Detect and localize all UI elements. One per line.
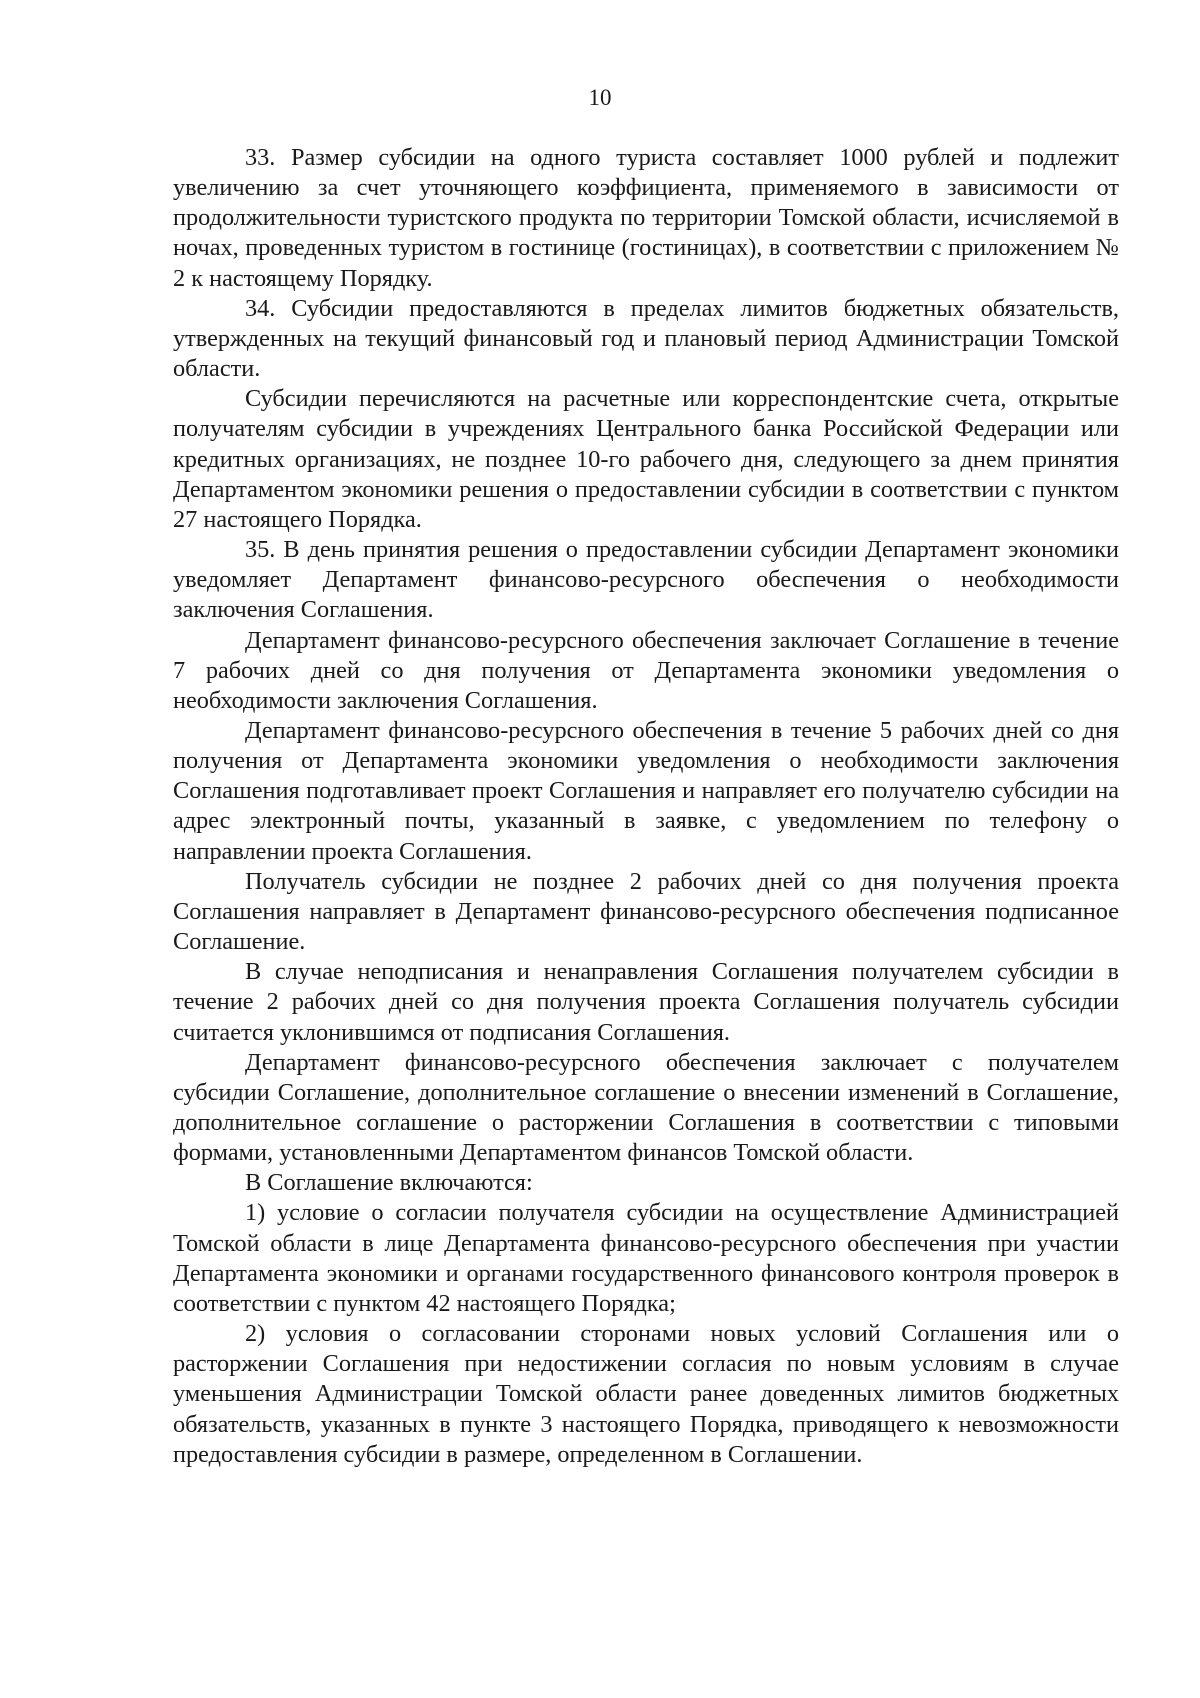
paragraph-agreement-includes: В Соглашение включаются: bbox=[245, 1169, 533, 1197]
paragraph-agreement-draft: Департамент финансово-ресурсного обеспечения в течение 5 рабочих дней со дня получения от Департамента экономики уведомления о необходимости заключения Соглашения подготавливает проект Соглашения и направляет его получателю субсидии на адрес электронный почты, указанный в заявке, с уведомлением по телефону о направлении проекта Соглашения. bbox=[173, 716, 1119, 865]
paragraph-transfer-accounts: Субсидии перечисляются на расчетные или корреспондентские счета, открытые получателям субсидии в учреждениях Центрального банка Российской Федерации или кредитных организациях, не позднее 10-го рабочего дня, следующего за днем принятия Департаментом экономики решения о предоставлении субсидии в соответствии с пунктом 27 настоящего Порядка. bbox=[173, 385, 1119, 533]
paragraph-34-budget-limits: 34. Субсидии предоставляются в пределах лимитов бюджетных обязательств, утвержденных на текущий финансовый год и плановый период Администрации Томской области. bbox=[173, 294, 1119, 383]
page-number: 10 bbox=[588, 85, 612, 110]
paragraph-agreement-conclusion: Департамент финансово-ресурсного обеспечения заключает Соглашение в течение 7 рабочих дней со дня получения от Департамента экономики уведомления о необходимости заключения Соглашения. bbox=[173, 626, 1119, 714]
paragraph-signed-agreement: Получатель субсидии не позднее 2 рабочих дней со дня получения проекта Соглашения направляет в Департамент финансово-ресурсного обеспечения подписанное Соглашение. bbox=[173, 867, 1119, 956]
list-item-2-new-conditions: 2) условия о согласовании сторонами новых условий Соглашения или о расторжении Соглашения при недостижении согласия по новым условиям в случае уменьшения Администрации Томской области ранее доведенных лимитов бюджетных обязательств, указанных в пункте 3 настоящего Порядка, приводящего к невозможности предоставления субсидии в размере, определенном в Соглашении. bbox=[173, 1320, 1119, 1468]
paragraph-35-notification: 35. В день принятия решения о предоставлении субсидии Департамент экономики уведомляет Департамент финансово-ресурсного обеспечения о необходимости заключения Соглашения. bbox=[173, 536, 1119, 624]
paragraph-standard-forms: Департамент финансово-ресурсного обеспечения заключает с получателем субсидии Соглашение, дополнительное соглашение о внесении изменений в Соглашение, дополнительное соглашение о расторжении Соглашения в соответствии с типовыми формами, установленными Департаментом финансов Томской области. bbox=[173, 1048, 1119, 1167]
document-body bbox=[173, 143, 1119, 1470]
list-item-1-consent: 1) условие о согласии получателя субсидии на осуществление Администрацией Томской области в лице Департамента финансово-ресурсного обеспечения при участии Департамента экономики и органами государственного финансового контроля проверок в соответствии с пунктом 42 настоящего Порядка; bbox=[173, 1199, 1119, 1317]
paragraph-33-subsidy-amount: 33. Размер субсидии на одного туриста составляет 1000 рублей и подлежит увеличению за счет уточняющего коэффициента, применяемого в зависимости от продолжительности туристского продукта по территории Томской области, исчисляемой в ночах, проведенных туристом в гостинице (гостиницах), в соответствии с приложением № 2 к настоящему Порядку. bbox=[173, 144, 1119, 292]
paragraph-evasion: В случае неподписания и ненаправления Соглашения получателем субсидии в течение 2 рабочих дней со дня получения проекта Соглашения получатель субсидии считается уклонившимся от подписания Соглашения. bbox=[173, 958, 1119, 1046]
